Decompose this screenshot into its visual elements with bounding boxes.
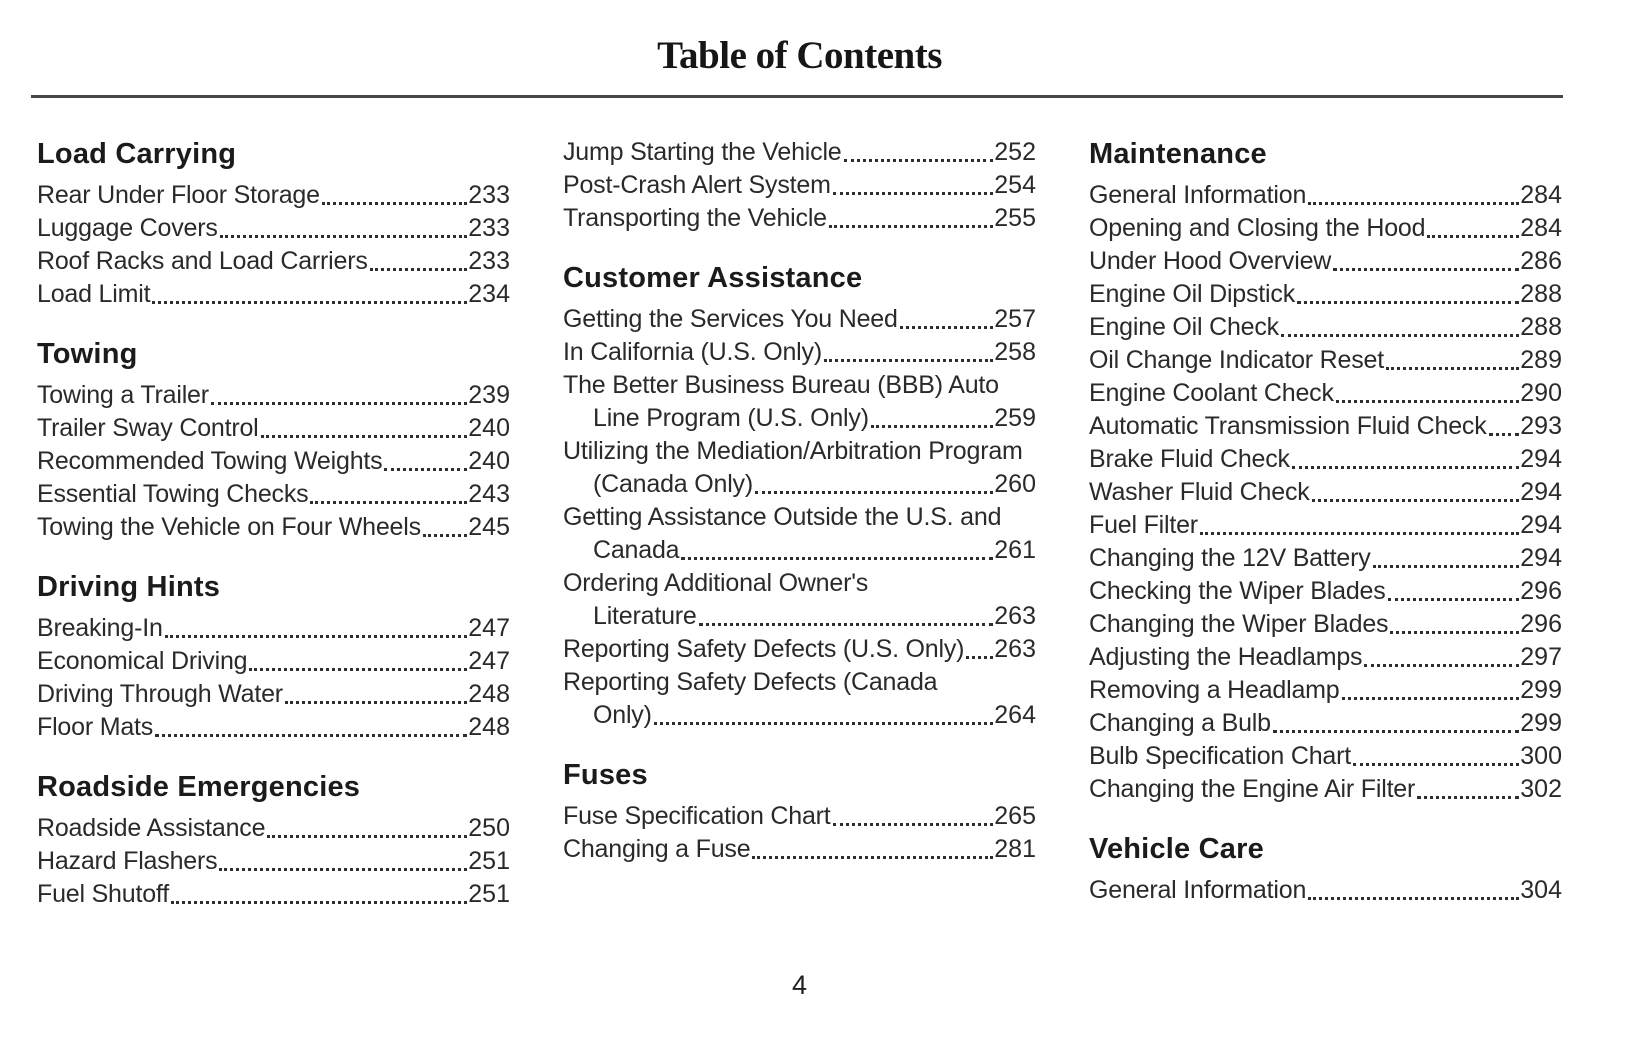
dot-leader [1308, 897, 1519, 900]
entry-page-number: 294 [1520, 544, 1562, 572]
entry-page-number: 294 [1520, 511, 1562, 539]
entry-page-number: 234 [468, 280, 510, 308]
toc-entry [37, 678, 510, 711]
entry-continuation-row [563, 699, 1036, 732]
entry-page-number: 239 [468, 381, 510, 409]
toc-entry [1089, 278, 1562, 311]
toc-entry [1089, 377, 1562, 410]
entry-title: Engine Oil Dipstick [1089, 280, 1296, 308]
entry-page-number: 233 [468, 214, 510, 242]
entry-page-number: 247 [468, 647, 510, 675]
entry-title: Essential Towing Checks [37, 480, 309, 508]
section-heading: Towing [37, 338, 138, 370]
dot-leader [1333, 268, 1519, 271]
toc-entry [37, 645, 510, 678]
entry-page-number: 263 [994, 602, 1036, 630]
entry-row [37, 511, 510, 544]
toc-entry [1089, 674, 1562, 707]
dot-leader [755, 491, 993, 494]
dot-leader [165, 635, 468, 638]
dot-leader [654, 722, 994, 725]
dot-leader [1200, 532, 1519, 535]
toc-entry [37, 612, 510, 645]
toc-entry [1089, 608, 1562, 641]
toc-entry [37, 379, 510, 412]
toc-entry [37, 445, 510, 478]
entry-page-number: 264 [994, 701, 1036, 729]
entry-title: Getting the Services You Need [563, 305, 898, 333]
toc-entry [563, 336, 1036, 369]
entry-row [1089, 707, 1562, 740]
entry-row [37, 379, 510, 412]
dot-leader [249, 668, 467, 671]
entry-row [1089, 212, 1562, 245]
entry-page-number: 257 [994, 305, 1036, 333]
entry-page-number: 299 [1520, 709, 1562, 737]
dot-leader [829, 225, 993, 228]
entry-page-number: 294 [1520, 445, 1562, 473]
entry-continuation-row [563, 534, 1036, 567]
entry-row [1089, 476, 1562, 509]
entry-title: Reporting Safety Defects (Canada [563, 668, 938, 696]
dot-leader [220, 235, 468, 238]
toc-entry [563, 169, 1036, 202]
entry-row [563, 136, 1036, 169]
dot-leader [1308, 202, 1519, 205]
dot-leader [285, 701, 467, 704]
toc-entry [563, 136, 1036, 169]
toc-entry [1089, 542, 1562, 575]
entry-page-number: 240 [468, 414, 510, 442]
toc-entry [1089, 641, 1562, 674]
entry-page-number: 286 [1520, 247, 1562, 275]
entry-page-number: 258 [994, 338, 1036, 366]
dot-leader [322, 202, 467, 205]
entry-page-number: 260 [994, 470, 1036, 498]
entry-page-number: 288 [1520, 313, 1562, 341]
entry-page-number: 250 [468, 814, 510, 842]
entry-title-continuation: (Canada Only) [593, 470, 753, 498]
entry-title: Luggage Covers [37, 214, 218, 242]
toc-entry [37, 245, 510, 278]
entry-page-number: 296 [1520, 577, 1562, 605]
toc-section [37, 136, 510, 311]
entry-title: Breaking-In [37, 614, 163, 642]
dot-leader [211, 402, 467, 405]
entry-title: Engine Coolant Check [1089, 379, 1334, 407]
entry-title: Transporting the Vehicle [563, 204, 827, 232]
entry-page-number: 297 [1520, 643, 1562, 671]
section-heading: Driving Hints [37, 571, 221, 603]
entry-title: Changing a Fuse [563, 835, 751, 863]
entry-page-number: 255 [994, 204, 1036, 232]
entry-row [563, 303, 1036, 336]
toc-entry [37, 478, 510, 511]
entry-page-number: 288 [1520, 280, 1562, 308]
dot-leader [1388, 598, 1520, 601]
dot-leader [752, 856, 993, 859]
entry-row [1089, 674, 1562, 707]
section-heading: Customer Assistance [563, 262, 863, 294]
toc-entry [37, 845, 510, 878]
entry-row [1089, 311, 1562, 344]
entry-continuation-row [563, 402, 1036, 435]
entry-page-number: 254 [994, 171, 1036, 199]
toc-entry [1089, 707, 1562, 740]
entry-row [37, 812, 510, 845]
entry-page-number: 233 [468, 181, 510, 209]
section-heading: Fuses [563, 759, 648, 791]
entry-continuation-row [563, 600, 1036, 633]
entry-page-number: 261 [994, 536, 1036, 564]
toc-entry [37, 511, 510, 544]
toc-section [563, 757, 1036, 866]
entry-title: Ordering Additional Owner's [563, 569, 869, 597]
dot-leader [1297, 301, 1519, 304]
toc-entry [563, 501, 1036, 567]
toc-section [563, 136, 1036, 235]
toc-entry [37, 412, 510, 445]
entry-page-number: 284 [1520, 214, 1562, 242]
entry-row [37, 645, 510, 678]
page-number: 4 [791, 970, 808, 1000]
dot-leader [844, 159, 994, 162]
dot-leader [152, 301, 467, 304]
entry-title: Utilizing the Mediation/Arbitration Program [563, 437, 1023, 465]
entry-page-number: 293 [1520, 412, 1562, 440]
entry-title: General Information [1089, 181, 1307, 209]
entry-page-number: 302 [1520, 775, 1562, 803]
dot-leader [833, 192, 994, 195]
toc-section [37, 569, 510, 744]
dot-leader [219, 868, 467, 871]
entry-title: Checking the Wiper Blades [1089, 577, 1386, 605]
toc-entry [563, 833, 1036, 866]
dot-leader [1364, 664, 1519, 667]
dot-leader [171, 901, 467, 904]
page-title: Table of Contents [657, 34, 942, 77]
entry-title: Engine Oil Check [1089, 313, 1279, 341]
entry-row [1089, 344, 1562, 377]
toc-columns [0, 98, 1650, 911]
entry-row [37, 245, 510, 278]
toc-section [37, 769, 510, 911]
entry-page-number: 240 [468, 447, 510, 475]
toc-entry [37, 878, 510, 911]
toc-entry [1089, 212, 1562, 245]
entry-title: Jump Starting the Vehicle [563, 138, 842, 166]
entry-row [37, 445, 510, 478]
toc-section [1089, 831, 1562, 907]
entry-row [1089, 608, 1562, 641]
toc-section [37, 336, 510, 544]
entry-page-number: 304 [1520, 876, 1562, 904]
toc-entry [1089, 179, 1562, 212]
entry-title: Brake Fluid Check [1089, 445, 1290, 473]
dot-leader [699, 623, 994, 626]
dot-leader [1390, 631, 1519, 634]
section-heading: Load Carrying [37, 138, 237, 170]
dot-leader [1373, 565, 1520, 568]
entry-page-number: 259 [994, 404, 1036, 432]
toc-entry [563, 435, 1036, 501]
toc-entry [1089, 476, 1562, 509]
entry-title: Removing a Headlamp [1089, 676, 1340, 704]
entry-page-number: 290 [1520, 379, 1562, 407]
dot-leader [370, 268, 468, 271]
entry-title: Roof Racks and Load Carriers [37, 247, 368, 275]
dot-leader [1273, 730, 1519, 733]
entry-row [37, 612, 510, 645]
toc-entry [563, 369, 1036, 435]
toc-entry [1089, 874, 1562, 907]
dot-leader [1281, 334, 1519, 337]
entry-page-number: 252 [994, 138, 1036, 166]
entry-title: Under Hood Overview [1089, 247, 1332, 275]
entry-row [37, 278, 510, 311]
entry-row [37, 711, 510, 744]
entry-page-number: 284 [1520, 181, 1562, 209]
entry-title: Economical Driving [37, 647, 248, 675]
entry-row [1089, 874, 1562, 907]
entry-title: General Information [1089, 876, 1307, 904]
section-heading: Roadside Emergencies [37, 771, 361, 803]
entry-title-continuation: Only) [593, 701, 652, 729]
toc-entry [37, 212, 510, 245]
entry-row [1089, 245, 1562, 278]
dot-leader [1427, 235, 1519, 238]
toc-entry [37, 711, 510, 744]
entry-page-number: 243 [468, 480, 510, 508]
entry-row [563, 800, 1036, 833]
dot-leader [1386, 367, 1519, 370]
entry-title: The Better Business Bureau (BBB) Auto [563, 371, 999, 399]
dot-leader [1353, 763, 1519, 766]
entry-row [563, 633, 1036, 666]
entry-page-number: 265 [994, 802, 1036, 830]
entry-title: Fuse Specification Chart [563, 802, 831, 830]
entry-row [37, 412, 510, 445]
toc-entry [563, 633, 1036, 666]
entry-title: Changing the Engine Air Filter [1089, 775, 1416, 803]
entry-title: Oil Change Indicator Reset [1089, 346, 1384, 374]
dot-leader [824, 359, 993, 362]
entry-row [1089, 773, 1562, 806]
entry-page-number: 300 [1520, 742, 1562, 770]
toc-entry [1089, 344, 1562, 377]
toc-entry [1089, 575, 1562, 608]
entry-title: Automatic Transmission Fluid Check [1089, 412, 1487, 440]
entry-title: In California (U.S. Only) [563, 338, 822, 366]
entry-row [1089, 443, 1562, 476]
entry-row [37, 212, 510, 245]
toc-entry [563, 800, 1036, 833]
toc-column [37, 136, 510, 911]
entry-title: Recommended Towing Weights [37, 447, 383, 475]
dot-leader [1342, 697, 1520, 700]
dot-leader [1489, 433, 1520, 436]
dot-leader [1312, 499, 1520, 502]
entry-page-number: 263 [994, 635, 1036, 663]
dot-leader [267, 835, 467, 838]
entry-title: Hazard Flashers [37, 847, 218, 875]
entry-row [1089, 542, 1562, 575]
entry-title: Changing the Wiper Blades [1089, 610, 1389, 638]
entry-title: Getting Assistance Outside the U.S. and [563, 503, 1002, 531]
dot-leader [1336, 400, 1520, 403]
toc-entry [1089, 740, 1562, 773]
entry-row [1089, 641, 1562, 674]
entry-title: Opening and Closing the Hood [1089, 214, 1426, 242]
entry-page-number: 251 [468, 847, 510, 875]
entry-row [37, 179, 510, 212]
entry-title: Towing a Trailer [37, 381, 209, 409]
toc-entry [1089, 773, 1562, 806]
entry-page-number: 281 [994, 835, 1036, 863]
entry-page-number: 248 [468, 680, 510, 708]
dot-leader [871, 425, 993, 428]
toc-entry [1089, 410, 1562, 443]
toc-entry [563, 202, 1036, 235]
dot-leader [681, 557, 993, 560]
entry-row [1089, 278, 1562, 311]
toc-entry [1089, 245, 1562, 278]
entry-row [1089, 179, 1562, 212]
section-heading: Vehicle Care [1089, 833, 1264, 865]
entry-row [37, 678, 510, 711]
dot-leader [261, 435, 468, 438]
entry-title: Fuel Filter [1089, 511, 1198, 539]
toc-entry [37, 179, 510, 212]
entry-page-number: 289 [1520, 346, 1562, 374]
entry-row [1089, 575, 1562, 608]
dot-leader [384, 468, 467, 471]
entry-row [37, 845, 510, 878]
entry-title-continuation: Literature [593, 602, 697, 630]
dot-leader [833, 823, 994, 826]
entry-title: Towing the Vehicle on Four Wheels [37, 513, 421, 541]
entry-title-continuation: Canada [593, 536, 680, 564]
toc-entry [1089, 509, 1562, 542]
dot-leader [155, 734, 467, 737]
toc-entry [37, 812, 510, 845]
dot-leader [900, 326, 994, 329]
entry-title: Reporting Safety Defects (U.S. Only) [563, 635, 965, 663]
entry-row [37, 478, 510, 511]
toc-entry [563, 303, 1036, 336]
toc-entry [1089, 443, 1562, 476]
entry-row [1089, 509, 1562, 542]
entry-row [563, 169, 1036, 202]
entry-title: Changing the 12V Battery [1089, 544, 1371, 572]
dot-leader [966, 656, 993, 659]
entry-continuation-row [563, 468, 1036, 501]
toc-entry [563, 666, 1036, 732]
entry-page-number: 299 [1520, 676, 1562, 704]
entry-page-number: 296 [1520, 610, 1562, 638]
entry-page-number: 251 [468, 880, 510, 908]
toc-entry [37, 278, 510, 311]
entry-title: Trailer Sway Control [37, 414, 259, 442]
entry-title-continuation: Line Program (U.S. Only) [593, 404, 869, 432]
entry-title: Washer Fluid Check [1089, 478, 1310, 506]
entry-row [1089, 377, 1562, 410]
entry-page-number: 294 [1520, 478, 1562, 506]
entry-title: Bulb Specification Chart [1089, 742, 1352, 770]
dot-leader [1292, 466, 1519, 469]
toc-column [1089, 136, 1562, 911]
entry-row [563, 336, 1036, 369]
toc-section [1089, 136, 1562, 806]
entry-page-number: 248 [468, 713, 510, 741]
entry-row [563, 202, 1036, 235]
entry-title: Load Limit [37, 280, 151, 308]
entry-page-number: 245 [468, 513, 510, 541]
entry-row [1089, 740, 1562, 773]
entry-row [1089, 410, 1562, 443]
entry-title: Adjusting the Headlamps [1089, 643, 1363, 671]
entry-title: Driving Through Water [37, 680, 283, 708]
entry-title: Changing a Bulb [1089, 709, 1271, 737]
entry-title: Rear Under Floor Storage [37, 181, 320, 209]
toc-entry [1089, 311, 1562, 344]
entry-row [563, 833, 1036, 866]
dot-leader [1417, 796, 1519, 799]
entry-row [37, 878, 510, 911]
section-heading: Maintenance [1089, 138, 1267, 170]
entry-page-number: 247 [468, 614, 510, 642]
dot-leader [423, 534, 467, 537]
toc-column [563, 136, 1036, 911]
entry-title: Roadside Assistance [37, 814, 266, 842]
toc-section [563, 260, 1036, 732]
entry-title: Floor Mats [37, 713, 154, 741]
entry-title: Fuel Shutoff [37, 880, 169, 908]
entry-title: Post-Crash Alert System [563, 171, 831, 199]
dot-leader [310, 501, 467, 504]
entry-page-number: 233 [468, 247, 510, 275]
toc-entry [563, 567, 1036, 633]
